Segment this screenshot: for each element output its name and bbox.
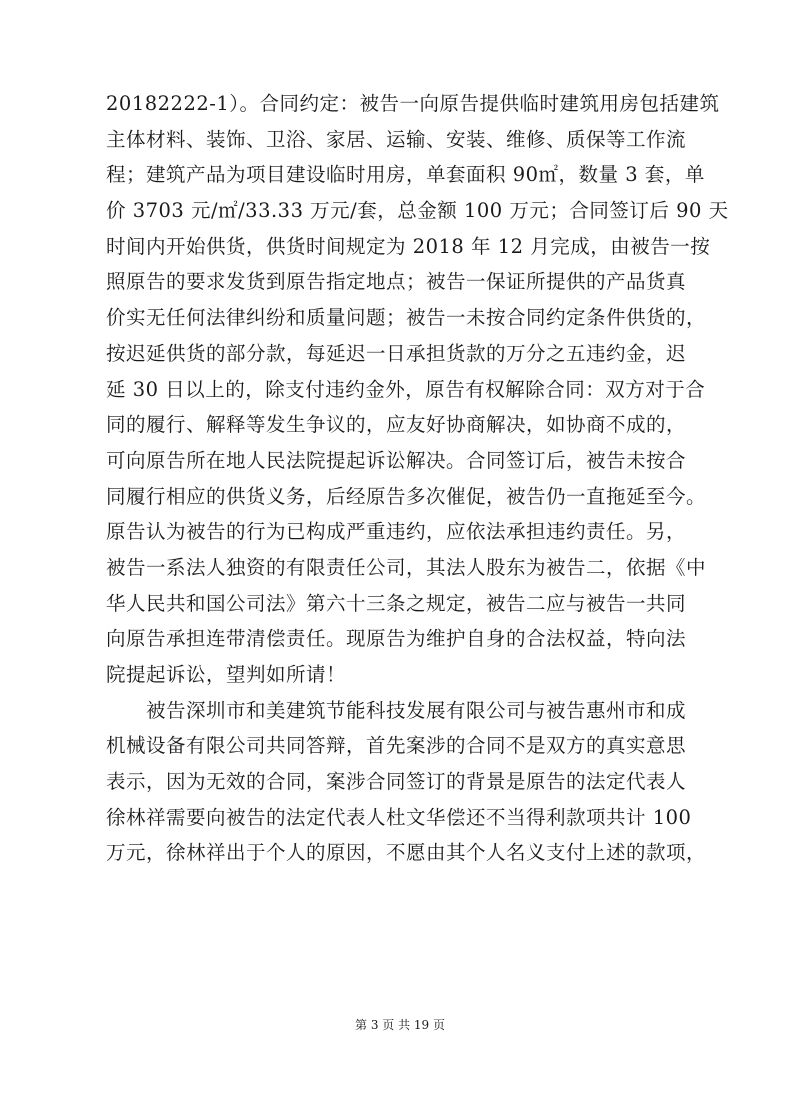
text-line: 万元，徐林祥出于个人的原因，不愿由其个人名义支付上述的款项， bbox=[106, 841, 707, 865]
text-line: 可向原告所在地人民法院提起诉讼解决。合同签订后，被告未按合 bbox=[106, 448, 687, 472]
text-line: 主体材料、装饰、卫浴、家居、运输、安装、维修、质保等工作流 bbox=[106, 127, 687, 151]
text-line: 程；建筑产品为项目建设临时用房，单套面积 90㎡，数量 3 套，单 bbox=[106, 163, 705, 187]
text-line: 价实无任何法律纠纷和质量问题；被告一未按合同约定条件供货的， bbox=[106, 306, 707, 330]
text-line: 表示，因为无效的合同，案涉合同签订的背景是原告的法定代表人 bbox=[106, 770, 687, 794]
text-line: 同履行相应的供货义务，后经原告多次催促，被告仍一直拖延至今。 bbox=[106, 484, 707, 508]
text-line: 20182222-1）。合同约定：被告一向原告提供临时建筑用房包括建筑 bbox=[106, 92, 720, 115]
text-line: 徐林祥需要向被告的法定代表人杜文华偿还不当得利款项共计 100 bbox=[106, 805, 692, 829]
text-line: 按迟延供货的部分款，每延迟一日承担货款的万分之五违约金，迟 bbox=[106, 341, 687, 365]
text-line: 被告一系法人独资的有限责任公司，其法人股东为被告二，依据《中 bbox=[106, 555, 707, 579]
text-line: 原告认为被告的行为已构成严重违约，应依法承担违约责任。另， bbox=[106, 520, 687, 544]
paragraph-start-line: 被告深圳市和美建筑节能科技发展有限公司与被告惠州市和成 bbox=[146, 698, 687, 722]
text-line: 院提起诉讼，望判如所请！ bbox=[106, 663, 347, 686]
text-line: 同的履行、解释等发生争议的，应友好协商解决，如协商不成的， bbox=[106, 413, 687, 437]
text-line: 价 3703 元/㎡/33.33 万元/套，总金额 100 万元；合同签订后 90 天 bbox=[106, 199, 729, 223]
text-line: 机械设备有限公司共同答辩，首先案涉的合同不是双方的真实意思 bbox=[106, 734, 687, 758]
text-line: 延 30 日以上的，除支付违约金外，原告有权解除合同：双方对于合 bbox=[106, 377, 706, 401]
text-line: 时间内开始供货，供货时间规定为 2018 年 12 月完成，由被告一按 bbox=[106, 234, 711, 258]
text-line: 华人民共和国公司法》第六十三条之规定，被告二应与被告一共同 bbox=[106, 591, 687, 615]
document-body bbox=[106, 86, 729, 871]
page-number-footer: 第 3 页 共 19 页 bbox=[355, 1018, 445, 1032]
text-line: 照原告的要求发货到原告指定地点；被告一保证所提供的产品货真 bbox=[106, 270, 687, 294]
text-line: 向原告承担连带清偿责任。现原告为维护自身的合法权益，特向法 bbox=[106, 627, 687, 651]
